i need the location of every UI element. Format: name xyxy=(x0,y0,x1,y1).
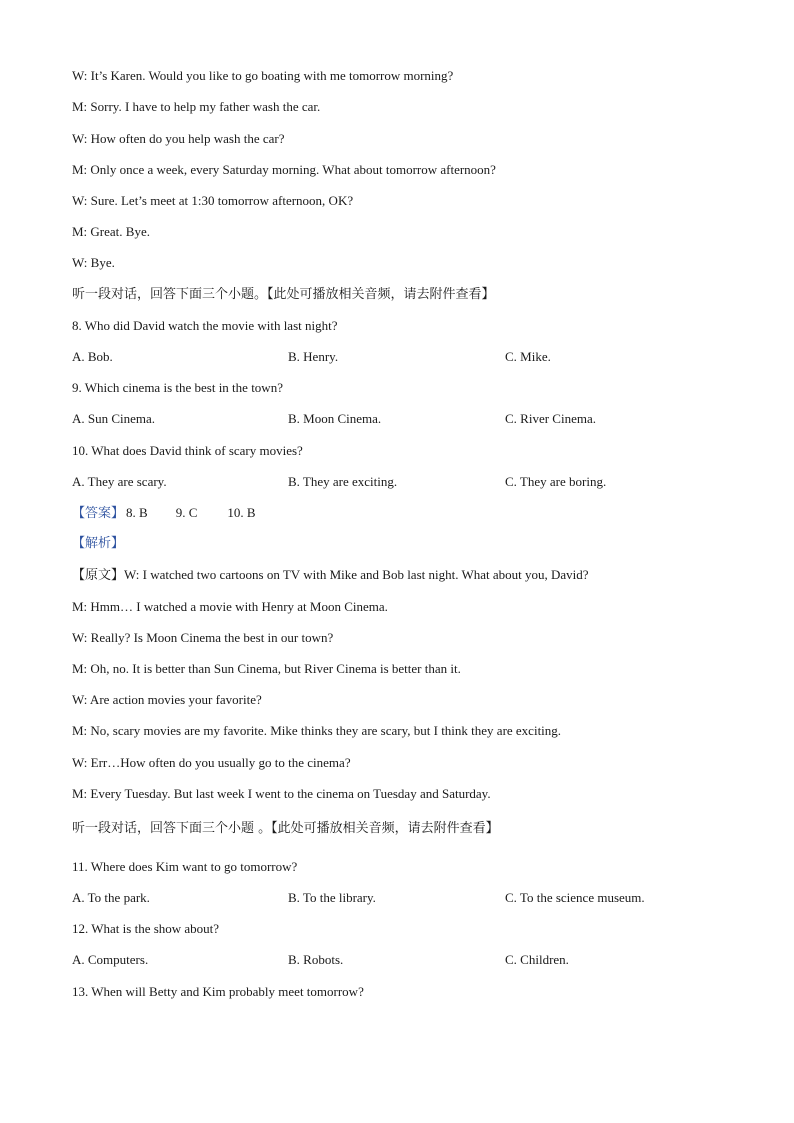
answer-line xyxy=(72,505,256,522)
option-a: A. Bob. xyxy=(72,349,113,364)
option-b: B. They are exciting. xyxy=(288,474,398,489)
dialogue-line: M: Sorry. I have to help my father wash the car. xyxy=(72,99,321,114)
dialogue-line: M: No, scary movies are my favorite. Mike thinks they are scary, but I think they are exciting. xyxy=(72,723,562,738)
question-stem: 10. What does David think of scary movies? xyxy=(72,443,303,458)
question-stem: 11. Where does Kim want to go tomorrow? xyxy=(72,859,298,874)
dialogue-line: W: It’s Karen. Would you like to go boating with me tomorrow morning? xyxy=(72,68,454,83)
option-b: B. Henry. xyxy=(288,349,339,364)
answer-label: 【答案】 xyxy=(72,506,125,521)
dialogue-line: W: Sure. Let’s meet at 1:30 tomorrow afternoon, OK? xyxy=(72,193,354,208)
option-b: B. Robots. xyxy=(288,952,344,967)
option-c: C. River Cinema. xyxy=(505,411,596,426)
answer-8: 8. B xyxy=(126,505,148,520)
section-heading: 听一段对话，回答下面三个小题 。【此处可播放相关音频，请去附件查看】 xyxy=(72,821,499,836)
option-a: A. Sun Cinema. xyxy=(72,411,156,426)
question-stem: 13. When will Betty and Kim probably meet tomorrow? xyxy=(72,984,364,999)
answer-10: 10. B xyxy=(227,505,256,520)
option-a: A. Computers. xyxy=(72,952,149,967)
dialogue-line: M: Every Tuesday. But last week I went to the cinema on Tuesday and Saturday. xyxy=(72,786,491,801)
option-c: C. Mike. xyxy=(505,349,551,364)
option-a: A. To the park. xyxy=(72,890,150,905)
option-b: B. Moon Cinema. xyxy=(288,411,382,426)
dialogue-line: W: Err…How often do you usually go to the cinema? xyxy=(72,755,351,770)
dialogue-line: M: Oh, no. It is better than Sun Cinema, but River Cinema is better than it. xyxy=(72,661,461,676)
dialogue-line: W: Are action movies your favorite? xyxy=(72,692,262,707)
option-c: C. Children. xyxy=(505,952,569,967)
answer-9: 9. C xyxy=(175,505,198,520)
original-label: 【原文】 xyxy=(72,568,125,583)
question-stem: 8. Who did David watch the movie with last night? xyxy=(72,318,338,333)
dialogue-line: M: Hmm… I watched a movie with Henry at Moon Cinema. xyxy=(72,599,388,614)
dialogue-line: W: How often do you help wash the car? xyxy=(72,131,285,146)
section-heading: 听一段对话，回答下面三个小题。【此处可播放相关音频，请去附件查看】 xyxy=(72,287,495,302)
original-text-line xyxy=(72,567,589,584)
option-b: B. To the library. xyxy=(288,890,376,905)
dialogue-line: M: Great. Bye. xyxy=(72,224,150,239)
dialogue-line: M: Only once a week, every Saturday morning. What about tomorrow afternoon? xyxy=(72,162,496,177)
option-c: C. To the science museum. xyxy=(505,890,645,905)
question-stem: 12. What is the show about? xyxy=(72,921,220,936)
option-c: C. They are boring. xyxy=(505,474,607,489)
dialogue-line: W: Really? Is Moon Cinema the best in our town? xyxy=(72,630,334,645)
analysis-label: 【解析】 xyxy=(72,536,125,551)
dialogue-line: W: Bye. xyxy=(72,255,115,270)
question-stem: 9. Which cinema is the best in the town? xyxy=(72,380,283,395)
dialogue-line: W: I watched two cartoons on TV with Mike and Bob last night. What about you, David? xyxy=(124,567,589,582)
option-a: A. They are scary. xyxy=(72,474,167,489)
